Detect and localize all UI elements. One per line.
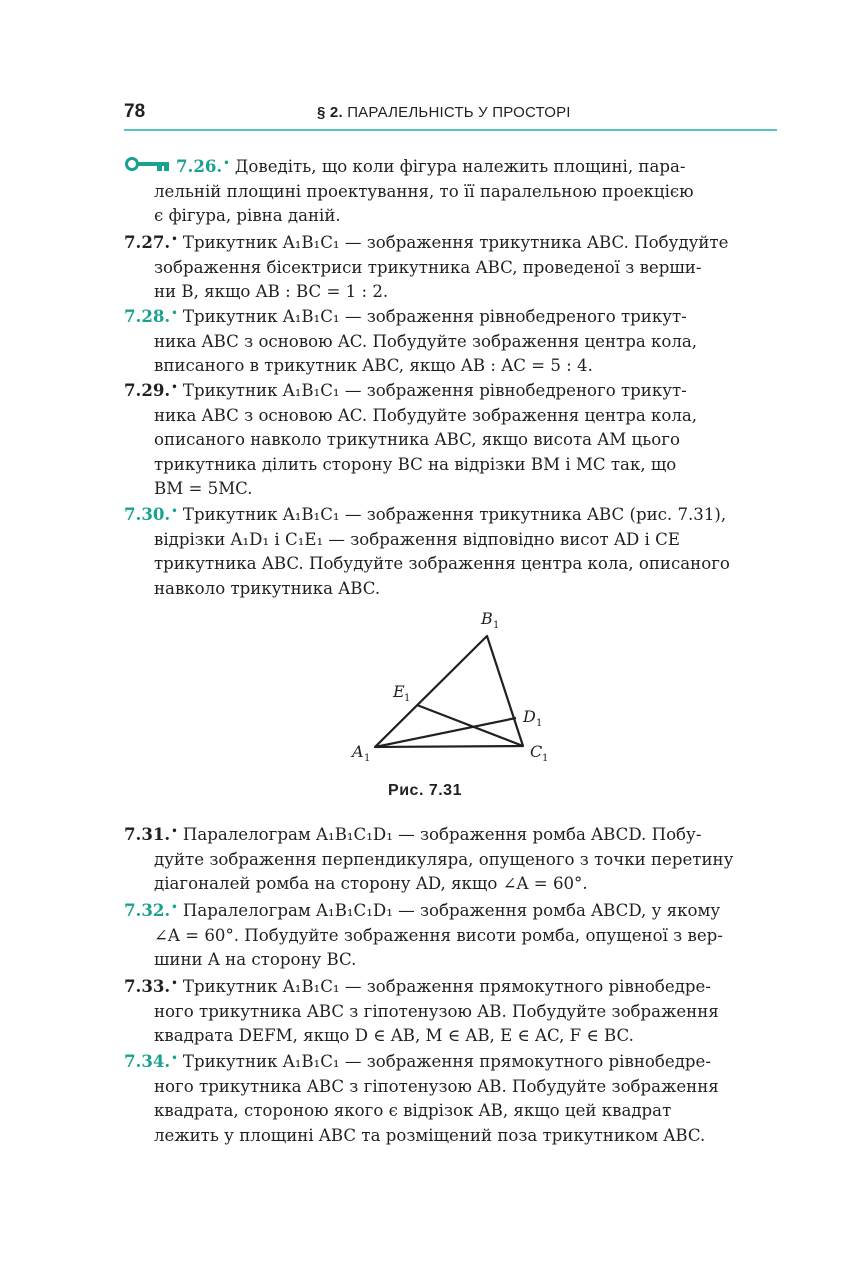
problem-text: квадрата, стороною якого є відрізок AB, якщо цей квадрат (154, 1101, 672, 1120)
segment-c1e1 (417, 705, 523, 746)
section-title: ПАРАЛЕЛЬНІСТЬ У ПРОСТОРІ (347, 104, 571, 121)
label-e1: E (393, 682, 405, 701)
label-e1-sub: 1 (404, 693, 411, 704)
problem-line (124, 1124, 777, 1149)
difficulty-dot: • (171, 382, 178, 393)
problem-number: 7.27.• (124, 232, 178, 252)
problem-number: 7.28.• (124, 306, 178, 326)
problem-text: відрізки A₁D₁ і C₁E₁ — зображення відповідно висот AD і CE (154, 529, 680, 549)
problem-text: Трикутник A₁B₁C₁ — зображення прямокутного рівнобедре- (182, 977, 711, 996)
problem-text: Трикутник A₁B₁C₁ — зображення рівнобедреного трикут- (182, 307, 687, 326)
problem-line (124, 228, 777, 256)
problem-text: зображення бісектриси трикутника ABC, проведеної з верши- (154, 257, 702, 277)
problem-number: 7.32.• (124, 900, 178, 920)
problem-line (124, 152, 777, 180)
problem-text: ни B, якщо AB : BC = 1 : 2. (154, 282, 389, 301)
problem-text: описаного навколо трикутника ABC, якщо висота AM цього (154, 430, 680, 449)
label-b1: B (481, 609, 493, 628)
figure-caption: Рис. 7.31 (388, 782, 462, 799)
problem-text: трикутника ABC. Побудуйте зображення центра кола, описаного (154, 554, 730, 573)
difficulty-dot: • (171, 234, 178, 245)
difficulty-dot: • (171, 308, 178, 319)
problem-number: 7.29.• (124, 380, 178, 400)
problem-line (124, 948, 777, 973)
problem-text: Паралелограм A₁B₁C₁D₁ — зображення ромба ABCD, у якому (182, 901, 721, 920)
problem-text: лежить у площині ABC та розміщений поза трикутником ABC. (154, 1125, 706, 1145)
problem-line (124, 376, 777, 404)
problem-text: навколо трикутника ABC. (154, 578, 381, 598)
problem-number: 7.30.• (124, 504, 178, 524)
problem-text: ного трикутника ABC з гіпотенузою AB. Побудуйте зображення (154, 1001, 719, 1021)
difficulty-dot: • (223, 158, 230, 169)
section-mark: § 2. (317, 104, 343, 121)
page-number: 78 (124, 101, 146, 122)
difficulty-dot: • (171, 826, 178, 837)
label-a1-sub: 1 (364, 753, 371, 764)
label-d1-sub: 1 (536, 718, 543, 729)
problem-line (124, 1075, 777, 1100)
difficulty-dot: • (171, 902, 178, 913)
problem-7-29 (124, 376, 777, 502)
problem-text: Трикутник A₁B₁C₁ — зображення прямокутного рівнобедре- (182, 1052, 711, 1071)
problem-7-27 (124, 228, 777, 305)
label-d1: D (523, 707, 536, 726)
problem-text: шини A на сторону BC. (154, 950, 357, 969)
problem-line (124, 204, 777, 229)
page-header (124, 101, 777, 131)
figure-7-31 (345, 605, 565, 770)
label-a1: A (352, 742, 364, 761)
problem-7-33 (124, 972, 777, 1049)
problem-line (124, 820, 777, 848)
problem-line (124, 528, 777, 553)
problem-7-28 (124, 302, 777, 379)
key-icon (124, 156, 170, 172)
problem-line (124, 330, 777, 355)
problem-line (124, 500, 777, 528)
triangle-diagram (345, 605, 565, 770)
problem-line (124, 477, 777, 502)
problem-text: ника ABC з основою AC. Побудуйте зображення центра кола, (154, 331, 698, 351)
problem-line (124, 1024, 777, 1049)
segment-a1d1 (375, 718, 516, 747)
problem-line (124, 453, 777, 478)
problem-line (124, 428, 777, 453)
problem-line (124, 280, 777, 305)
problem-line (124, 256, 777, 281)
problem-text: лельній площині проектування, то її паралельною проекцією (154, 181, 694, 201)
problem-number: 7.33.• (124, 976, 178, 996)
label-b1-sub: 1 (493, 620, 500, 631)
running-title (317, 104, 571, 121)
problem-line (124, 872, 777, 897)
problem-text: Трикутник A₁B₁C₁ — зображення рівнобедреного трикут- (182, 381, 687, 400)
problem-text: BM = 5MC. (154, 479, 253, 498)
problem-line (124, 972, 777, 1000)
problem-line (124, 848, 777, 873)
problem-text: діагоналей ромба на сторону AD, якщо ∠A = 60°. (154, 874, 588, 893)
difficulty-dot: • (171, 978, 178, 989)
problem-text: ного трикутника ABC з гіпотенузою AB. Побудуйте зображення (154, 1076, 719, 1096)
problem-line (124, 577, 777, 602)
problem-7-34 (124, 1047, 777, 1148)
problem-7-31 (124, 820, 777, 897)
problem-text: Трикутник A₁B₁C₁ — зображення трикутника ABC (рис. 7.31), (182, 505, 727, 524)
problem-line (124, 896, 777, 924)
problem-text: Трикутник A₁B₁C₁ — зображення трикутника ABC. Побудуйте (182, 233, 729, 252)
problem-text: трикутника ділить сторону BC на відрізки BM і MC так, що (154, 454, 677, 474)
problem-line (124, 404, 777, 429)
problem-7-26 (124, 152, 777, 229)
problem-line (124, 302, 777, 330)
problem-line (124, 354, 777, 379)
problem-line (124, 1099, 777, 1124)
problem-7-30 (124, 500, 777, 601)
problem-line (124, 552, 777, 577)
problem-line (124, 1047, 777, 1075)
problem-7-32 (124, 896, 777, 973)
problem-text: дуйте зображення перпендикуляра, опущеного з точки перетину (154, 849, 734, 869)
problem-text: вписаного в трикутник ABC, якщо AB : AC = 5 : 4. (154, 356, 593, 375)
problem-text: є фігура, рівна даній. (154, 206, 341, 225)
problem-text: квадрата DEFM, якщо D ∈ AB, M ∈ AB, E ∈ AC, F ∈ BC. (154, 1026, 634, 1045)
problem-line (124, 924, 777, 949)
difficulty-dot: • (171, 1053, 178, 1064)
label-c1: C (530, 742, 543, 761)
label-c1-sub: 1 (542, 753, 549, 764)
problem-text: ∠A = 60°. Побудуйте зображення висоти ромба, опущеної з вер- (154, 925, 723, 945)
problem-text: Паралелограм A₁B₁C₁D₁ — зображення ромба ABCD. Побу- (182, 825, 702, 844)
problem-text: Доведіть, що коли фігура належить площині, пара- (234, 157, 686, 176)
difficulty-dot: • (171, 506, 178, 517)
problem-number: 7.34.• (124, 1051, 178, 1071)
problem-line (124, 1000, 777, 1025)
problem-text: ника ABC з основою AC. Побудуйте зображення центра кола, (154, 405, 698, 425)
problem-number: 7.26.• (176, 156, 230, 176)
problem-line (124, 180, 777, 205)
problem-number: 7.31.• (124, 824, 178, 844)
